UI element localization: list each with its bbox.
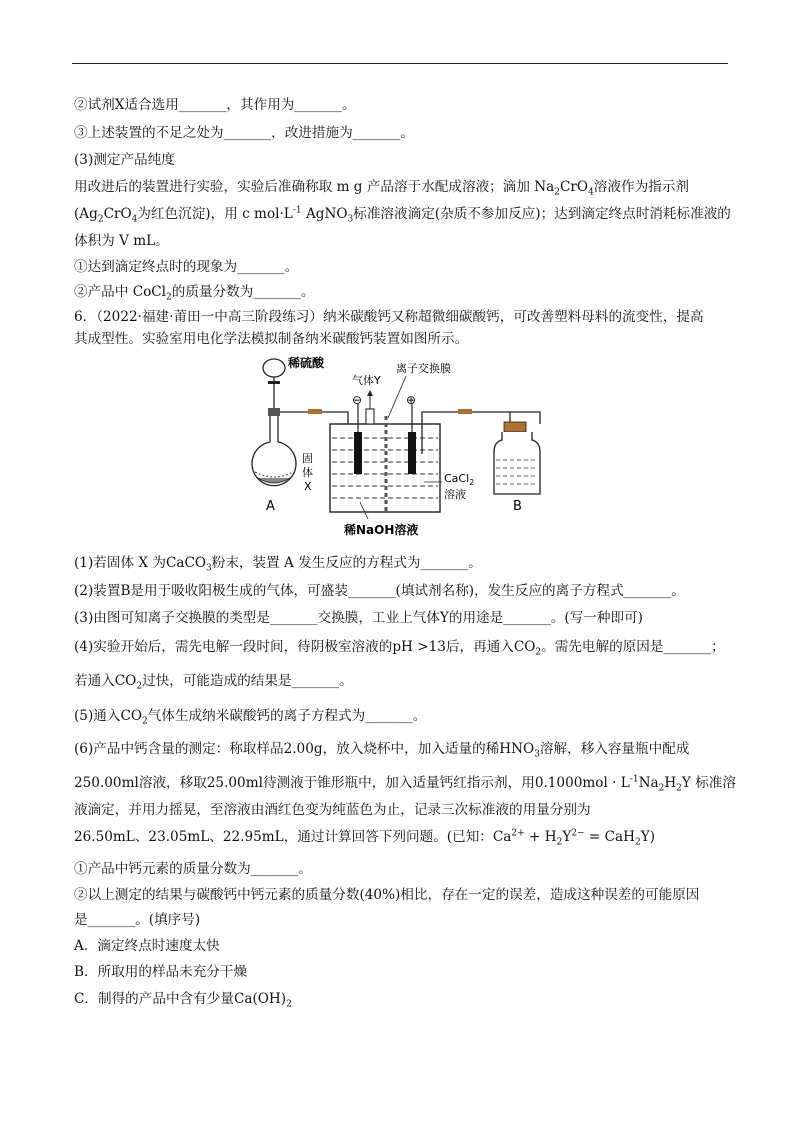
naoh-label: 稀NaOH溶液	[344, 523, 419, 537]
cathode-electrode	[354, 432, 362, 474]
gas-outlet	[366, 409, 374, 424]
text-line: ③上述装置的不足之处为_______，改进措施为_______。	[74, 125, 414, 141]
text-line: 用改进后的装置进行实验，实验后准确称取 m g 产品溶于水配成溶液；滴加 $Na_2CrO_4$溶液作为指示剂	[74, 179, 689, 198]
membrane-label: 离子交换膜	[396, 362, 451, 375]
negative-terminal: ⊖	[352, 393, 363, 407]
svg-text:X: X	[304, 480, 312, 493]
sub-item-1: ①产品中钙元素的质量分数为_______。	[74, 861, 312, 877]
bottle-stopper	[504, 422, 526, 432]
positive-terminal: ⊕	[406, 393, 417, 407]
question-stem: 其成型性。实验室用电化学法模拟制备纳米碳酸钙装置如图所示。	[74, 331, 469, 347]
option-a: A．滴定终点时速度太快	[74, 938, 220, 954]
text-line: ②产品中 CoCl$_2$的质量分数为_______。	[74, 284, 315, 303]
text-line: ②试剂X适合选用_______，其作用为_______。	[74, 97, 356, 113]
sub-question-3: (3)由图可知离子交换膜的类型是_______交换膜，工业上气体Y的用途是_______。(写一种即可)	[74, 610, 643, 626]
acid-label: 稀硫酸	[288, 356, 325, 370]
sub-item-2: ②以上测定的结果与碳酸钙中钙元素的质量分数(40%)相比，存在一定的误差，造成这种误差的可能原因	[74, 887, 700, 903]
sub-question-6-cont: 26.50mL、23.05mL、22.95mL，通过计算回答下列问题。(已知：$Ca^{2+} + H_2Y^{2-} = CaH_2Y$)	[74, 828, 656, 848]
sub-question-4: (4)实验开始后，需先电解一段时间，待阴极室溶液的pH >13后，再通入$CO_2$。需先电解的原因是_______；	[74, 639, 725, 658]
funnel-bulb	[263, 359, 285, 377]
option-b: B．所取用的样品未充分干燥	[74, 964, 248, 980]
section-heading: (3)测定产品纯度	[74, 152, 175, 168]
bottle-b-label: B	[513, 499, 522, 514]
gas-y-label: 气体Y	[352, 374, 381, 387]
solution-label: 溶液	[444, 488, 466, 501]
anode-electrode	[408, 432, 416, 474]
funnel-stopcock	[268, 381, 280, 384]
flask-a-label: A	[266, 499, 275, 514]
svg-text:体: 体	[302, 466, 313, 479]
option-c: C．制得的产品中含有少量$Ca(OH)_2$	[74, 991, 292, 1010]
flask-stopper	[268, 408, 280, 416]
text-line: 体积为 V mL。	[74, 233, 169, 249]
solid-label: 固	[302, 452, 313, 465]
text-line: ①达到滴定终点时的现象为_______。	[74, 259, 299, 275]
sub-question-2: (2)装置B是用于吸收阳极生成的气体，可盛装_______(填试剂名称)，发生反应的离子方程式_______。	[74, 583, 685, 599]
sub-question-5: (5)通入$CO_2$气体生成纳米碳酸钙的离子方程式为_______。	[74, 708, 427, 727]
sub-question-6-cont: 250.00ml溶液，移取25.00ml待测液于锥形瓶中，加入适量钙红指示剂，用$0.1000mol \cdot L^{-1}Na_2H_2Y$ 标准溶	[74, 774, 736, 794]
gas-washing-bottle	[494, 432, 540, 494]
top-rule	[72, 63, 728, 64]
question-stem: 6．（2022·福建·莆田一中高三阶段练习）纳米碳酸钙又称超微细碳酸钙，可改善塑料母料的流变性，提高	[74, 309, 704, 325]
electrolysis-apparatus-figure	[248, 354, 548, 540]
sub-question-6: (6)产品中钙含量的测定：称取样品2.00g，放入烧杯中，加入适量的稀$HNO_3$溶解，移入容量瓶中配成	[74, 741, 690, 760]
sub-question-4-cont: 若通入$CO_2$过快，可能造成的结果是_______。	[74, 673, 353, 692]
sub-question-6-cont: 液滴定，并用力摇晃，至溶液由酒红色变为纯蓝色为止，记录三次标准液的用量分别为	[74, 802, 591, 818]
sub-question-1: (1)若固体 X 为CaCO$_3$粉末，装置 A 发生反应的方程式为_______。	[74, 555, 482, 574]
cacl2-label: CaCl$_2$	[444, 472, 475, 487]
sub-item-2-cont: 是_______。(填序号)	[74, 912, 201, 928]
text-line: ($Ag_2CrO_4$为红色沉淀)，用 c $mol\cdot L^{-1}$ AgNO$_3$标准溶液滴定(杂质不参加反应)；达到滴定终点时消耗标准液的	[74, 205, 731, 225]
